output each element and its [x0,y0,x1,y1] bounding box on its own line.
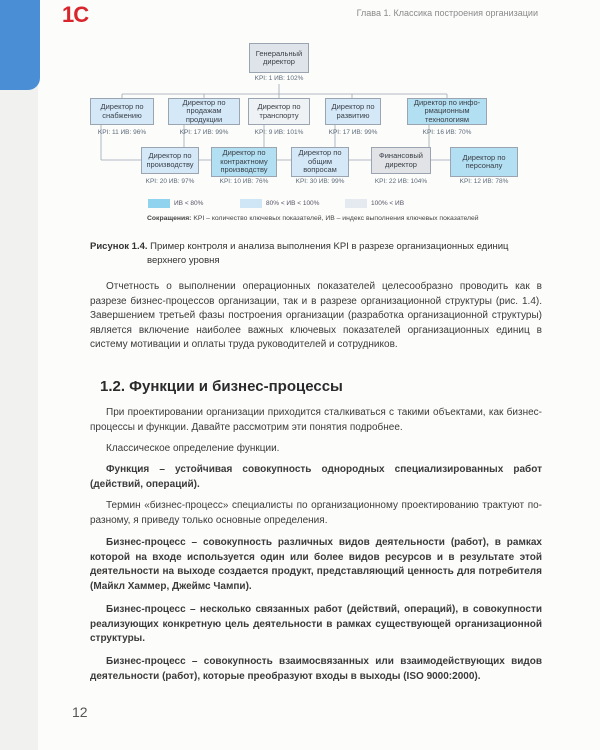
definition-function: Функция – устойчивая совокупность однородных специализированных работ (действий, операций). [90,464,542,490]
org-box-production: Директор по производству [141,147,199,174]
figure-caption-label: Рисунок 1.4. [90,241,148,252]
org-box-finance: Финансовый директор [371,147,431,174]
figure-caption-line1: Пример контроля и анализа выполнения KPI в разрезе организационных единиц [147,241,509,252]
definition-business-process-2: Бизнес-процесс – несколько связанных работ (действий, операций), в совокупности реализующих конкретную цель деятельности в рамках существующей организационной структуры. [90,604,542,645]
kpi-finance: KPI: 22 ИВ: 104% [374,178,428,185]
legend-label-mid: 80% < ИВ < 100% [266,200,320,207]
kpi-supply: KPI: 11 ИВ: 96% [97,129,147,136]
paragraph-reporting: Отчетность о выполнении операционных показателей целесообразно проводить как в разрезе бизнес-процессов организации, так и в разрезе организационной структуры (рис. 1.4). Завершением третьей фазы построения организации (разработка организационной структуры) является включение наиболее важных ключевых показателей организационных единиц в систему мотивации и оплаты труда руководителей и сотрудников. [90,281,542,351]
org-box-supply: Директор по снабжению [90,98,154,125]
figure-caption-line2: верхнего уровня [147,255,220,266]
running-head: Глава 1. Классика построения организации [356,8,538,18]
kpi-ceo: KPI: 1 ИВ: 102% [254,75,304,82]
org-box-it: Директор по инфо-рмационным технологиям [407,98,487,125]
kpi-it: KPI: 16 ИВ: 70% [422,129,472,136]
paragraph-term: Термин «бизнес-процесс» специалисты по организационному проектированию трактуют по-разному, я приведу только основные определения. [90,500,542,526]
abbreviations-note [147,215,479,222]
legend-label-high: 100% < ИВ [371,200,405,207]
legend-swatch-high [345,199,367,208]
legend-label-low: ИВ < 80% [174,200,204,207]
abbreviations-label: Сокращения: [147,215,192,222]
org-chart [0,0,600,235]
kpi-hr: KPI: 12 ИВ: 78% [459,178,509,185]
org-box-sales: Директор по продажам продукции [168,98,240,125]
kpi-production: KPI: 20 ИВ: 97% [145,178,195,185]
org-box-transport: Директор по транспорту [248,98,310,125]
legend-swatch-low [148,199,170,208]
section-title: 1.2. Функции и бизнес-процессы [100,378,343,395]
kpi-sales: KPI: 17 ИВ: 99% [179,129,229,136]
paragraph-classic-def: Классическое определение функции. [106,443,280,454]
kpi-transport: KPI: 9 ИВ: 101% [254,129,304,136]
kpi-contract: KPI: 10 ИВ: 76% [219,178,269,185]
publisher-logo: 1С [62,2,89,27]
org-box-contract: Директор по контрактному производству [211,147,277,177]
kpi-development: KPI: 17 ИВ: 99% [328,129,378,136]
abbreviations-text: KPI – количество ключевых показателей, ИВ – индекс выполнения ключевых показателей [191,215,479,222]
org-box-general: Директор по общим вопросам [291,147,349,177]
definition-business-process-3: Бизнес-процесс – совокупность взаимосвязанных или взаимодействующих видов деятельности (работ), которые преобразуют входы в выходы (ISO 9000:2000). [90,656,542,682]
definition-business-process-1: Бизнес-процесс – совокупность различных видов деятельности (работ), в рамках которой на входе используется один или более видов ресурсов и в результате этой деятельности на выходе создается продукт, представляющий ценность для потребителя (Майкл Хаммер, Джеймс Чампи). [90,537,542,592]
org-box-development: Директор по развитию [325,98,381,125]
legend-swatch-mid [240,199,262,208]
page-number: 12 [72,704,88,720]
paragraph-intro: При проектировании организации приходится сталкиваться с такими объектами, как бизнес-процессы и функции. Давайте рассмотрим эти понятия подробнее. [90,407,542,433]
figure-caption [90,240,509,268]
kpi-general: KPI: 30 ИВ: 99% [295,178,345,185]
org-box-ceo: Генеральный директор [249,43,309,73]
org-box-hr: Директор по персоналу [450,147,518,177]
